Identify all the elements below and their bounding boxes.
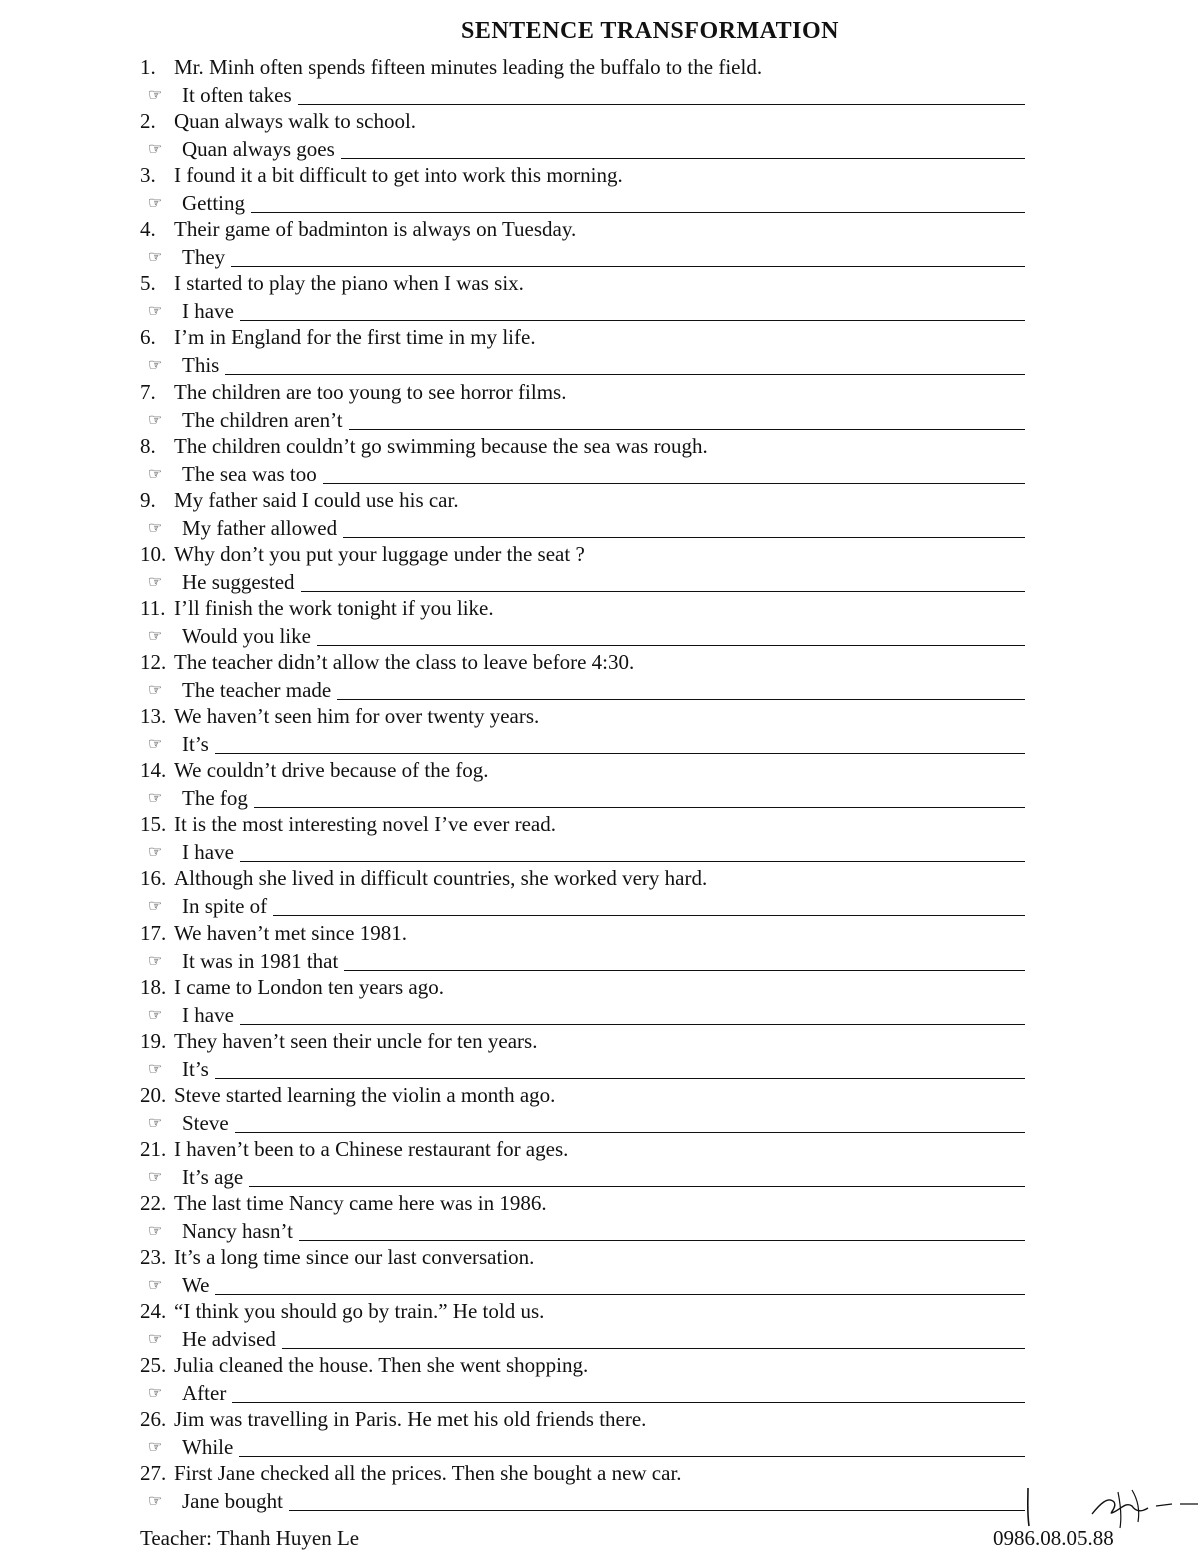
pointing-hand-icon: ☞ — [148, 844, 163, 862]
answer-line — [140, 730, 1025, 757]
pointing-hand-icon: ☞ — [148, 573, 163, 591]
question-line — [140, 1136, 1025, 1163]
question-line — [140, 1028, 1025, 1055]
answer-blank[interactable] — [299, 1240, 1025, 1241]
pointing-hand-icon: ☞ — [148, 1006, 163, 1024]
pointing-hand-icon: ☞ — [148, 1439, 163, 1457]
question-line — [140, 595, 1025, 622]
question-number: 7. — [140, 379, 156, 404]
exercise-item — [140, 487, 1025, 541]
answer-line — [140, 1001, 1025, 1028]
question-text: The children are too young to see horror films. — [174, 379, 567, 404]
exercise-item — [140, 1460, 1025, 1514]
answer-line — [140, 892, 1025, 919]
answer-stem: I have — [182, 299, 234, 324]
answer-line — [140, 135, 1025, 162]
question-text: I’ll finish the work tonight if you like. — [174, 595, 494, 620]
pointing-hand-icon: ☞ — [148, 898, 163, 916]
answer-blank[interactable] — [251, 212, 1025, 213]
exercise-item — [140, 865, 1025, 919]
question-text: Why don’t you put your luggage under the seat ? — [174, 541, 585, 566]
question-text: Mr. Minh often spends fifteen minutes leading the buffalo to the field. — [174, 55, 763, 79]
question-line — [140, 703, 1025, 730]
answer-blank[interactable] — [232, 1402, 1025, 1403]
question-number: 27. — [140, 1461, 167, 1486]
pointing-hand-icon: ☞ — [148, 1168, 163, 1186]
answer-stem: While — [182, 1435, 234, 1460]
answer-stem: It often takes — [182, 83, 292, 107]
exercise-item — [140, 703, 1025, 757]
exercise-item — [140, 1244, 1025, 1298]
answer-stem: It was in 1981 that — [182, 948, 339, 973]
question-number: 5. — [140, 271, 156, 296]
pointing-hand-icon: ☞ — [148, 249, 163, 267]
question-number: 13. — [140, 704, 167, 729]
answer-stem: We — [182, 1273, 210, 1298]
question-text: Julia cleaned the house. Then she went shopping. — [174, 1353, 589, 1378]
question-number: 26. — [140, 1407, 167, 1432]
answer-stem: He advised — [182, 1327, 276, 1352]
question-text: The last time Nancy came here was in 1986. — [174, 1190, 547, 1215]
answer-stem: Nancy hasn’t — [182, 1218, 293, 1243]
answer-line — [140, 1487, 1025, 1514]
question-text: The teacher didn’t allow the class to leave before 4:30. — [174, 650, 635, 675]
question-line — [140, 54, 1025, 81]
question-line — [140, 216, 1025, 243]
answer-stem: This — [182, 353, 220, 378]
answer-blank[interactable] — [323, 483, 1025, 484]
answer-line — [140, 1217, 1025, 1244]
answer-line — [140, 1271, 1025, 1298]
answer-stem: It’s age — [182, 1164, 244, 1189]
exercise-item — [140, 1190, 1025, 1244]
question-number: 25. — [140, 1353, 167, 1378]
answer-stem: Jane bought — [182, 1489, 283, 1514]
pointing-hand-icon: ☞ — [148, 736, 163, 754]
question-text: I came to London ten years ago. — [174, 974, 444, 999]
answer-line — [140, 622, 1025, 649]
pointing-hand-icon: ☞ — [148, 411, 163, 429]
question-line — [140, 1244, 1025, 1271]
answer-blank[interactable] — [239, 1456, 1025, 1457]
answer-stem: Steve — [182, 1110, 229, 1135]
answer-blank[interactable] — [254, 807, 1025, 808]
question-number: 16. — [140, 866, 167, 891]
question-text: We couldn’t drive because of the fog. — [174, 758, 489, 783]
answer-line — [140, 243, 1025, 270]
question-number: 22. — [140, 1190, 167, 1215]
exercise-item — [140, 108, 1025, 162]
answer-blank[interactable] — [215, 1078, 1025, 1079]
answer-blank[interactable] — [249, 1186, 1025, 1187]
pointing-hand-icon: ☞ — [148, 952, 163, 970]
question-text: We haven’t met since 1981. — [174, 920, 407, 945]
exercise-item — [140, 541, 1025, 595]
answer-blank[interactable] — [240, 1024, 1025, 1025]
pointing-hand-icon: ☞ — [148, 1222, 163, 1240]
pointing-hand-icon: ☞ — [148, 303, 163, 321]
answer-blank[interactable] — [301, 591, 1025, 592]
question-line — [140, 379, 1025, 406]
teacher-name: Teacher: Thanh Huyen Le — [140, 1526, 360, 1550]
exercise-item — [140, 1352, 1025, 1406]
question-text: I started to play the piano when I was six. — [174, 271, 524, 296]
answer-line — [140, 460, 1025, 487]
pointing-hand-icon: ☞ — [148, 627, 163, 645]
answer-blank[interactable] — [215, 753, 1025, 754]
answer-blank[interactable] — [225, 374, 1025, 375]
page-title: SENTENCE TRANSFORMATION — [460, 18, 839, 44]
exercise-item — [140, 1028, 1025, 1082]
answer-blank[interactable] — [343, 537, 1025, 538]
answer-stem: They — [182, 245, 226, 270]
answer-line — [140, 676, 1025, 703]
answer-stem: Would you like — [182, 623, 311, 648]
pointing-hand-icon: ☞ — [148, 357, 163, 375]
question-text: Although she lived in difficult countries, she worked very hard. — [174, 866, 708, 891]
answer-line — [140, 1055, 1025, 1082]
exercise-item — [140, 1406, 1025, 1460]
answer-stem: After — [182, 1381, 227, 1406]
question-text: They haven’t seen their uncle for ten years. — [174, 1028, 538, 1053]
question-line — [140, 1406, 1025, 1433]
answer-line — [140, 784, 1025, 811]
answer-line — [140, 1109, 1025, 1136]
question-number: 8. — [140, 433, 156, 458]
question-line — [140, 920, 1025, 947]
answer-line — [140, 947, 1025, 974]
answer-line — [140, 1325, 1025, 1352]
question-number: 20. — [140, 1082, 167, 1107]
question-number: 15. — [140, 812, 167, 837]
question-text: My father said I could use his car. — [174, 487, 459, 512]
question-text: I’m in England for the first time in my life. — [174, 325, 536, 350]
answer-line — [140, 1163, 1025, 1190]
exercise-item — [140, 324, 1025, 378]
exercise-item — [140, 162, 1025, 216]
answer-line — [140, 514, 1025, 541]
answer-blank[interactable] — [289, 1510, 1025, 1511]
question-number: 9. — [140, 487, 156, 512]
answer-line — [140, 81, 1025, 108]
pointing-hand-icon: ☞ — [148, 519, 163, 537]
pointing-hand-icon: ☞ — [148, 1331, 163, 1349]
question-line — [140, 1352, 1025, 1379]
pointing-hand-icon: ☞ — [148, 1060, 163, 1078]
question-text: Jim was travelling in Paris. He met his old friends there. — [174, 1407, 647, 1432]
exercise-item — [140, 216, 1025, 270]
question-line — [140, 270, 1025, 297]
question-number: 3. — [140, 163, 156, 188]
signature-mark — [1022, 1482, 1200, 1532]
pointing-hand-icon: ☞ — [148, 465, 163, 483]
exercise-item — [140, 1298, 1025, 1352]
answer-stem: The sea was too — [182, 461, 317, 486]
question-text: First Jane checked all the prices. Then she bought a new car. — [174, 1461, 682, 1486]
answer-line — [140, 406, 1025, 433]
answer-line — [140, 189, 1025, 216]
question-line — [140, 541, 1025, 568]
answer-stem: He suggested — [182, 569, 295, 594]
answer-stem: I have — [182, 840, 234, 865]
question-line — [140, 433, 1025, 460]
answer-line — [140, 297, 1025, 324]
answer-blank[interactable] — [240, 320, 1025, 321]
question-text: I found it a bit difficult to get into work this morning. — [174, 163, 623, 188]
answer-line — [140, 1433, 1025, 1460]
question-text: It is the most interesting novel I’ve ever read. — [174, 812, 556, 837]
exercise-item — [140, 1136, 1025, 1190]
pointing-hand-icon: ☞ — [148, 1385, 163, 1403]
question-number: 14. — [140, 758, 167, 783]
answer-line — [140, 838, 1025, 865]
question-line — [140, 162, 1025, 189]
question-text: Quan always walk to school. — [174, 109, 417, 134]
question-number: 2. — [140, 109, 156, 134]
exercise-item — [140, 433, 1025, 487]
question-number: 12. — [140, 650, 167, 675]
question-line — [140, 487, 1025, 514]
answer-blank[interactable] — [341, 158, 1025, 159]
answer-stem: Getting — [182, 191, 245, 216]
pointing-hand-icon: ☞ — [148, 195, 163, 213]
pointing-hand-icon: ☞ — [148, 87, 163, 104]
answer-blank[interactable] — [344, 970, 1025, 971]
answer-stem: It’s — [182, 1056, 209, 1081]
answer-blank[interactable] — [231, 266, 1025, 267]
exercise-item — [140, 1082, 1025, 1136]
answer-stem: The teacher made — [182, 678, 332, 703]
pointing-hand-icon: ☞ — [148, 141, 163, 159]
exercise-item — [140, 811, 1025, 865]
question-text: We haven’t seen him for over twenty years. — [174, 704, 540, 729]
question-number: 18. — [140, 974, 167, 999]
question-line — [140, 1190, 1025, 1217]
question-number: 19. — [140, 1028, 167, 1053]
pointing-hand-icon: ☞ — [148, 1493, 163, 1511]
answer-line — [140, 351, 1025, 378]
question-line — [140, 324, 1025, 351]
answer-blank[interactable] — [235, 1132, 1025, 1133]
exercise-item — [140, 54, 1025, 108]
question-line — [140, 1298, 1025, 1325]
question-text: I haven’t been to a Chinese restaurant for ages. — [174, 1136, 569, 1161]
question-line — [140, 865, 1025, 892]
exercise-item — [140, 649, 1025, 703]
answer-blank[interactable] — [298, 104, 1025, 105]
question-number: 23. — [140, 1245, 167, 1270]
answer-blank[interactable] — [282, 1348, 1025, 1349]
answer-stem: Quan always goes — [182, 137, 335, 162]
question-number: 24. — [140, 1299, 167, 1324]
answer-stem: My father allowed — [182, 515, 338, 540]
exercise-item — [140, 974, 1025, 1028]
answer-line — [140, 568, 1025, 595]
exercise-list — [140, 54, 1025, 1515]
exercise-item — [140, 270, 1025, 324]
answer-stem: The fog — [182, 786, 248, 811]
answer-blank[interactable] — [317, 645, 1025, 646]
pointing-hand-icon: ☞ — [148, 1114, 163, 1132]
answer-stem: It’s — [182, 732, 209, 757]
question-text: The children couldn’t go swimming because the sea was rough. — [174, 433, 708, 458]
answer-stem: In spite of — [182, 894, 268, 919]
question-number: 6. — [140, 325, 156, 350]
question-line — [140, 757, 1025, 784]
question-line — [140, 649, 1025, 676]
question-number: 17. — [140, 920, 167, 945]
answer-blank[interactable] — [215, 1294, 1025, 1295]
answer-blank[interactable] — [349, 429, 1025, 430]
question-text: “I think you should go by train.” He told us. — [174, 1299, 545, 1324]
question-line — [140, 1082, 1025, 1109]
answer-stem: The children aren’t — [182, 407, 343, 432]
pointing-hand-icon: ☞ — [148, 790, 163, 808]
question-number: 4. — [140, 217, 156, 242]
question-number: 21. — [140, 1136, 167, 1161]
question-number: 10. — [140, 541, 167, 566]
question-line — [140, 811, 1025, 838]
exercise-item — [140, 920, 1025, 974]
answer-stem: I have — [182, 1002, 234, 1027]
answer-blank[interactable] — [337, 699, 1025, 700]
answer-blank[interactable] — [240, 861, 1025, 862]
question-text: Their game of badminton is always on Tuesday. — [174, 217, 577, 242]
question-text: Steve started learning the violin a month ago. — [174, 1082, 556, 1107]
answer-line — [140, 1379, 1025, 1406]
question-line — [140, 974, 1025, 1001]
phone-number: 0986.08.05.88 — [993, 1526, 1114, 1550]
question-number: 1. — [140, 55, 156, 79]
pointing-hand-icon: ☞ — [148, 682, 163, 700]
exercise-item — [140, 379, 1025, 433]
question-text: It’s a long time since our last conversation. — [174, 1245, 535, 1270]
exercise-item — [140, 757, 1025, 811]
question-line — [140, 108, 1025, 135]
pointing-hand-icon: ☞ — [148, 1277, 163, 1295]
exercise-item — [140, 595, 1025, 649]
question-line — [140, 1460, 1025, 1487]
answer-blank[interactable] — [273, 915, 1025, 916]
question-number: 11. — [140, 595, 166, 620]
